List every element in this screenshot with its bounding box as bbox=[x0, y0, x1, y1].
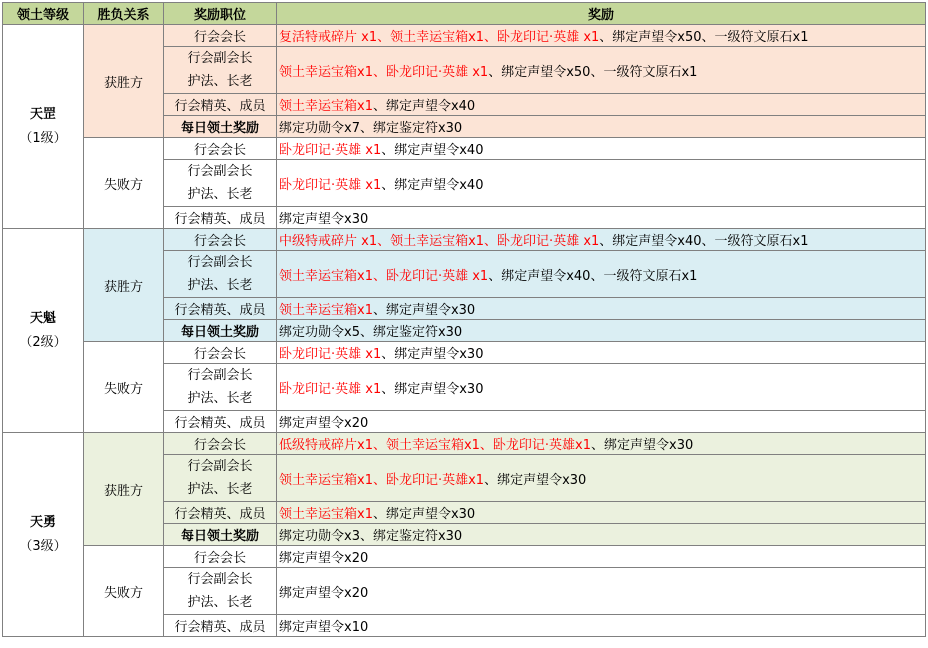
position-label: 行会副会长 bbox=[187, 51, 253, 66]
position-label: 每日领土奖励 bbox=[180, 529, 259, 544]
reward-cell bbox=[277, 524, 926, 546]
reward-cell bbox=[277, 320, 926, 342]
position-label: 每日领土奖励 bbox=[180, 121, 259, 136]
reward-normal: 、绑定声望令x50、一级符文原石x1 bbox=[599, 30, 809, 45]
reward-normal: 绑定声望令x20 bbox=[279, 416, 369, 431]
reward-cell bbox=[277, 546, 926, 568]
position-cell bbox=[164, 229, 277, 251]
reward-normal: 、绑定声望令x30 bbox=[484, 472, 587, 488]
reward-cell bbox=[277, 455, 926, 502]
position-label: 护法、长老 bbox=[187, 482, 253, 497]
position-cell bbox=[164, 298, 277, 320]
reward-normal: 、绑定声望令x40 bbox=[381, 143, 484, 158]
position-cell bbox=[164, 455, 277, 502]
table-row bbox=[3, 229, 926, 251]
position-label: 行会会长 bbox=[193, 551, 246, 566]
daily-reward-label bbox=[164, 116, 277, 138]
reward-highlight: 卧龙印记·英雄 x1 bbox=[279, 177, 382, 193]
reward-normal: 、绑定声望令x50、一级符文原石x1 bbox=[488, 64, 698, 80]
territory-level: （3级） bbox=[19, 538, 67, 554]
territory-name: 天勇 bbox=[29, 514, 56, 530]
position-cell bbox=[164, 25, 277, 47]
reward-normal: 、绑定声望令x40、一级符文原石x1 bbox=[599, 234, 809, 249]
reward-cell bbox=[277, 138, 926, 160]
reward-normal: 、绑定声望令x30 bbox=[591, 438, 694, 453]
reward-cell bbox=[277, 615, 926, 637]
reward-cell bbox=[277, 502, 926, 524]
territory-level: （2级） bbox=[19, 334, 67, 350]
reward-normal: 、绑定声望令x30 bbox=[372, 507, 476, 522]
reward-table bbox=[2, 2, 926, 637]
territory-level-cell bbox=[3, 25, 84, 229]
position-label: 行会副会长 bbox=[187, 164, 253, 179]
position-label: 行会副会长 bbox=[187, 572, 253, 587]
reward-highlight: 领土幸运宝箱x1、卧龙印记·英雄 x1 bbox=[279, 268, 489, 284]
position-label: 行会会长 bbox=[193, 234, 246, 249]
position-cell bbox=[164, 47, 277, 94]
relation-lose: 失败方 bbox=[84, 342, 164, 433]
reward-highlight: 领土幸运宝箱x1、卧龙印记·英雄x1 bbox=[279, 472, 485, 488]
reward-cell bbox=[277, 342, 926, 364]
position-label: 行会精英、成员 bbox=[174, 303, 266, 318]
reward-cell bbox=[277, 207, 926, 229]
position-cell bbox=[164, 94, 277, 116]
reward-cell bbox=[277, 116, 926, 138]
position-cell bbox=[164, 411, 277, 433]
reward-highlight: 卧龙印记·英雄 x1 bbox=[279, 381, 382, 397]
position-cell bbox=[164, 615, 277, 637]
territory-level-cell bbox=[3, 229, 84, 433]
territory-level-cell bbox=[3, 433, 84, 637]
reward-highlight: 中级特戒碎片 x1、领土幸运宝箱x1、卧龙印记·英雄 x1 bbox=[279, 234, 600, 249]
reward-cell bbox=[277, 568, 926, 615]
table-row bbox=[3, 25, 926, 47]
reward-cell bbox=[277, 94, 926, 116]
reward-normal: 、绑定声望令x30 bbox=[381, 381, 484, 397]
reward-normal: 、绑定声望令x40 bbox=[381, 177, 484, 193]
reward-cell bbox=[277, 298, 926, 320]
reward-cell bbox=[277, 25, 926, 47]
position-cell bbox=[164, 364, 277, 411]
territory-name: 天罡 bbox=[29, 106, 56, 122]
reward-cell bbox=[277, 47, 926, 94]
position-label: 行会会长 bbox=[193, 347, 246, 362]
table-row bbox=[3, 342, 926, 364]
reward-normal: 绑定功勋令x3、绑定鉴定符x30 bbox=[279, 529, 463, 544]
reward-cell bbox=[277, 251, 926, 298]
position-label: 行会精英、成员 bbox=[174, 620, 266, 635]
reward-cell bbox=[277, 433, 926, 455]
table-row bbox=[3, 546, 926, 568]
position-cell bbox=[164, 160, 277, 207]
header-reward: 奖励 bbox=[277, 3, 926, 25]
position-label: 行会精英、成员 bbox=[174, 416, 266, 431]
position-cell bbox=[164, 433, 277, 455]
position-cell bbox=[164, 342, 277, 364]
reward-highlight: 卧龙印记·英雄 x1 bbox=[279, 143, 382, 158]
reward-normal: 绑定声望令x10 bbox=[279, 620, 369, 635]
daily-reward-label bbox=[164, 524, 277, 546]
daily-reward-label bbox=[164, 320, 277, 342]
reward-cell bbox=[277, 364, 926, 411]
position-label: 行会会长 bbox=[193, 143, 246, 158]
header-row bbox=[3, 3, 926, 25]
reward-normal: 绑定声望令x30 bbox=[279, 212, 369, 227]
header-relation: 胜负关系 bbox=[84, 3, 164, 25]
position-cell bbox=[164, 207, 277, 229]
header-level: 领土等级 bbox=[3, 3, 84, 25]
territory-name: 天魁 bbox=[29, 310, 56, 326]
reward-normal: 绑定功勋令x7、绑定鉴定符x30 bbox=[279, 121, 463, 136]
reward-normal: 绑定功勋令x5、绑定鉴定符x30 bbox=[279, 325, 463, 340]
position-label: 行会精英、成员 bbox=[174, 212, 266, 227]
position-label: 护法、长老 bbox=[187, 391, 253, 406]
reward-cell bbox=[277, 160, 926, 207]
position-label: 护法、长老 bbox=[187, 595, 253, 610]
position-cell bbox=[164, 502, 277, 524]
reward-normal: 、绑定声望令x30 bbox=[372, 303, 476, 318]
reward-normal: 绑定声望令x20 bbox=[279, 585, 369, 601]
reward-cell bbox=[277, 229, 926, 251]
position-label: 行会会长 bbox=[193, 30, 246, 45]
relation-win: 获胜方 bbox=[84, 25, 164, 138]
reward-highlight: 领土幸运宝箱x1 bbox=[279, 303, 373, 318]
reward-highlight: 低级特戒碎片x1、领土幸运宝箱x1、卧龙印记·英雄x1 bbox=[279, 438, 592, 453]
reward-highlight: 领土幸运宝箱x1 bbox=[279, 507, 373, 522]
position-label: 行会副会长 bbox=[187, 368, 253, 383]
header-position: 奖励职位 bbox=[164, 3, 277, 25]
relation-lose: 失败方 bbox=[84, 546, 164, 637]
position-label: 行会副会长 bbox=[187, 255, 253, 270]
position-cell bbox=[164, 568, 277, 615]
position-cell bbox=[164, 546, 277, 568]
reward-highlight: 复活特戒碎片 x1、领土幸运宝箱x1、卧龙印记·英雄 x1 bbox=[279, 30, 600, 45]
reward-highlight: 卧龙印记·英雄 x1 bbox=[279, 347, 382, 362]
reward-normal: 、绑定声望令x30 bbox=[381, 347, 484, 362]
reward-highlight: 领土幸运宝箱x1、卧龙印记·英雄 x1 bbox=[279, 64, 489, 80]
reward-normal: 、绑定声望令x40、一级符文原石x1 bbox=[488, 268, 698, 284]
relation-win: 获胜方 bbox=[84, 229, 164, 342]
reward-normal: 绑定声望令x20 bbox=[279, 551, 369, 566]
position-cell bbox=[164, 251, 277, 298]
reward-cell bbox=[277, 411, 926, 433]
territory-level: （1级） bbox=[19, 130, 67, 146]
position-label: 行会副会长 bbox=[187, 459, 253, 474]
position-label: 行会精英、成员 bbox=[174, 99, 266, 114]
position-label: 行会精英、成员 bbox=[174, 507, 266, 522]
position-label: 每日领土奖励 bbox=[180, 325, 259, 340]
table-row bbox=[3, 138, 926, 160]
relation-win: 获胜方 bbox=[84, 433, 164, 546]
position-cell bbox=[164, 138, 277, 160]
position-label: 护法、长老 bbox=[187, 187, 253, 202]
position-label: 护法、长老 bbox=[187, 74, 253, 89]
position-label: 行会会长 bbox=[193, 438, 246, 453]
table-row bbox=[3, 433, 926, 455]
reward-normal: 、绑定声望令x40 bbox=[372, 99, 476, 114]
position-label: 护法、长老 bbox=[187, 278, 253, 293]
reward-highlight: 领土幸运宝箱x1 bbox=[279, 99, 373, 114]
relation-lose: 失败方 bbox=[84, 138, 164, 229]
